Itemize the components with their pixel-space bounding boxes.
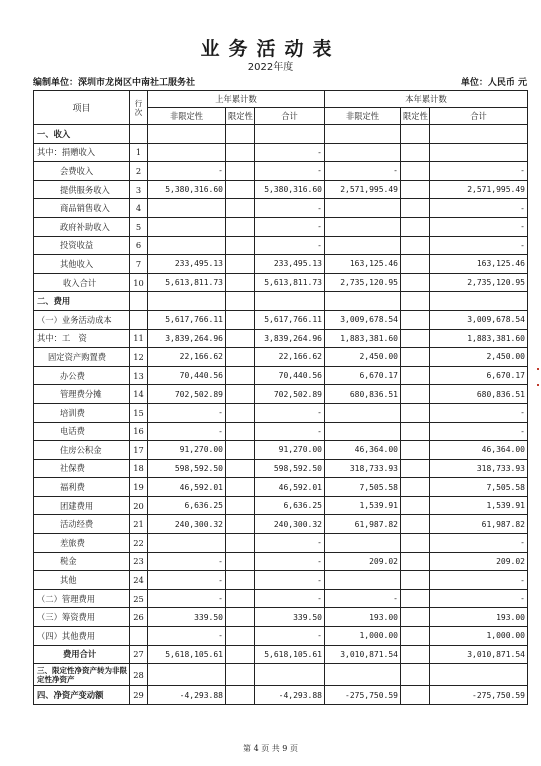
row-label: 商品销售收入 [34, 199, 130, 218]
prev-restricted-cell [226, 478, 255, 497]
row-label: 团建费用 [34, 496, 130, 515]
this-restricted-cell [401, 348, 430, 367]
this-unrestricted-cell [325, 217, 401, 236]
prev-unrestricted-cell: 5,380,316.60 [148, 180, 226, 199]
prev-unrestricted-cell: - [148, 589, 226, 608]
this-total-cell: 46,364.00 [430, 441, 528, 460]
this-restricted-cell [401, 199, 430, 218]
this-restricted-cell [401, 180, 430, 199]
this-total-cell [430, 292, 528, 311]
this-total-cell: 61,987.82 [430, 515, 528, 534]
prev-total-cell: 3,839,264.96 [255, 329, 325, 348]
prev-restricted-cell [226, 608, 255, 627]
table-row [34, 496, 528, 515]
row-label: 其他 [34, 571, 130, 590]
prev-total-cell: - [255, 217, 325, 236]
prev-restricted-cell [226, 627, 255, 646]
this-total-cell: 1,000.00 [430, 627, 528, 646]
this-unrestricted-cell: 193.00 [325, 608, 401, 627]
table-row [34, 199, 528, 218]
prev-unrestricted-cell: -4,293.88 [148, 686, 226, 705]
row-line-no: 11 [130, 329, 148, 348]
prev-restricted-cell [226, 162, 255, 181]
table-row [34, 645, 528, 664]
prev-restricted-cell [226, 143, 255, 162]
prev-total-cell: - [255, 571, 325, 590]
this-total-cell: - [430, 199, 528, 218]
prev-total-cell: - [255, 143, 325, 162]
prev-total-cell: 5,618,105.61 [255, 645, 325, 664]
this-unrestricted-cell: - [325, 589, 401, 608]
prev-total-cell [255, 125, 325, 144]
table-row [34, 329, 528, 348]
this-unrestricted-cell: 6,670.17 [325, 366, 401, 385]
row-line-no: 17 [130, 441, 148, 460]
prev-total-cell: 702,502.89 [255, 385, 325, 404]
table-row [34, 217, 528, 236]
this-unrestricted-cell: 2,735,120.95 [325, 273, 401, 292]
row-line-no: 25 [130, 589, 148, 608]
table-row [34, 366, 528, 385]
this-unrestricted-cell: 2,571,995.49 [325, 180, 401, 199]
this-total-cell: - [430, 236, 528, 255]
prev-total-cell: 233,495.13 [255, 255, 325, 274]
this-restricted-cell [401, 496, 430, 515]
scan-mark [537, 368, 539, 370]
prev-total-cell: - [255, 236, 325, 255]
this-restricted-cell [401, 515, 430, 534]
this-total-cell: 7,505.58 [430, 478, 528, 497]
prev-restricted-cell [226, 515, 255, 534]
table-row [34, 589, 528, 608]
prev-unrestricted-cell: - [148, 627, 226, 646]
table-row [34, 441, 528, 460]
this-unrestricted-cell: 1,883,381.60 [325, 329, 401, 348]
row-label: 费用合计 [34, 645, 130, 664]
this-total-cell: 318,733.93 [430, 459, 528, 478]
table-row [34, 255, 528, 274]
prev-unrestricted-cell: - [148, 571, 226, 590]
row-label: 差旅费 [34, 534, 130, 553]
table-row [34, 310, 528, 329]
prev-total-cell: 22,166.62 [255, 348, 325, 367]
row-label: 三、限定性净资产转为非限定性净资产 [34, 664, 130, 686]
prev-total-cell: 598,592.50 [255, 459, 325, 478]
prev-restricted-cell [226, 589, 255, 608]
prev-total-cell: 46,592.01 [255, 478, 325, 497]
this-unrestricted-cell [325, 422, 401, 441]
table-row [34, 534, 528, 553]
this-restricted-cell [401, 608, 430, 627]
prev-total-cell: 339.50 [255, 608, 325, 627]
prev-unrestricted-cell: 702,502.89 [148, 385, 226, 404]
this-total-cell: -275,750.59 [430, 686, 528, 705]
this-total-cell [430, 143, 528, 162]
this-restricted-cell [401, 441, 430, 460]
prev-total-cell: -4,293.88 [255, 686, 325, 705]
prev-restricted-cell [226, 217, 255, 236]
this-unrestricted-cell: 7,505.58 [325, 478, 401, 497]
prev-unrestricted-cell: 5,613,811.73 [148, 273, 226, 292]
prev-restricted-cell [226, 348, 255, 367]
prev-unrestricted-cell: 339.50 [148, 608, 226, 627]
header-prev-restricted: 限定性 [226, 108, 255, 125]
header-this-restricted: 限定性 [401, 108, 430, 125]
row-line-no: 29 [130, 686, 148, 705]
table-row [34, 273, 528, 292]
table-row [34, 125, 528, 144]
this-unrestricted-cell: 3,010,871.54 [325, 645, 401, 664]
this-total-cell: - [430, 589, 528, 608]
row-label: 住房公积金 [34, 441, 130, 460]
row-label: 二、费用 [34, 292, 130, 311]
row-label: 税金 [34, 552, 130, 571]
this-total-cell [430, 664, 528, 686]
prev-restricted-cell [226, 292, 255, 311]
this-restricted-cell [401, 385, 430, 404]
this-unrestricted-cell [325, 403, 401, 422]
table-row [34, 403, 528, 422]
row-line-no: 22 [130, 534, 148, 553]
report-title: 业务活动表 [200, 38, 341, 60]
prev-restricted-cell [226, 366, 255, 385]
this-restricted-cell [401, 143, 430, 162]
this-restricted-cell [401, 255, 430, 274]
prev-restricted-cell [226, 385, 255, 404]
table-row [34, 478, 528, 497]
row-line-no: 12 [130, 348, 148, 367]
page-number: 第 4 页 共 9 页 [243, 744, 298, 753]
header-prev-year: 上年累计数 [148, 91, 325, 108]
row-label: 福利费 [34, 478, 130, 497]
prev-unrestricted-cell [148, 664, 226, 686]
this-unrestricted-cell: 2,450.00 [325, 348, 401, 367]
prev-restricted-cell [226, 441, 255, 460]
table-row [34, 571, 528, 590]
table-row [34, 686, 528, 705]
this-restricted-cell [401, 627, 430, 646]
row-line-no: 7 [130, 255, 148, 274]
this-restricted-cell [401, 534, 430, 553]
row-label: （二）管理费用 [34, 589, 130, 608]
prev-restricted-cell [226, 199, 255, 218]
this-total-cell: 1,883,381.60 [430, 329, 528, 348]
row-label: 会费收入 [34, 162, 130, 181]
this-total-cell: - [430, 422, 528, 441]
row-line-no: 3 [130, 180, 148, 199]
this-total-cell: 6,670.17 [430, 366, 528, 385]
this-unrestricted-cell: 209.02 [325, 552, 401, 571]
this-restricted-cell [401, 552, 430, 571]
this-unrestricted-cell [325, 199, 401, 218]
table-row [34, 236, 528, 255]
this-total-cell: 3,010,871.54 [430, 645, 528, 664]
prev-unrestricted-cell: - [148, 552, 226, 571]
table-row [34, 292, 528, 311]
this-total-cell: - [430, 403, 528, 422]
this-unrestricted-cell: 1,539.91 [325, 496, 401, 515]
row-label: （三）筹资费用 [34, 608, 130, 627]
table-row [34, 348, 528, 367]
this-unrestricted-cell [325, 236, 401, 255]
prev-unrestricted-cell: 5,617,766.11 [148, 310, 226, 329]
prev-total-cell: - [255, 422, 325, 441]
header-this-total: 合计 [430, 108, 528, 125]
this-restricted-cell [401, 366, 430, 385]
this-restricted-cell [401, 478, 430, 497]
row-label: 四、净资产变动额 [34, 686, 130, 705]
row-line-no: 15 [130, 403, 148, 422]
row-label: 管理费分摊 [34, 385, 130, 404]
prev-unrestricted-cell: - [148, 162, 226, 181]
this-total-cell: 2,450.00 [430, 348, 528, 367]
row-label: 办公费 [34, 366, 130, 385]
this-unrestricted-cell: 1,000.00 [325, 627, 401, 646]
row-label: （四）其他费用 [34, 627, 130, 646]
this-unrestricted-cell: 61,987.82 [325, 515, 401, 534]
prev-total-cell: 5,617,766.11 [255, 310, 325, 329]
prev-restricted-cell [226, 571, 255, 590]
this-restricted-cell [401, 589, 430, 608]
prev-restricted-cell [226, 236, 255, 255]
currency-unit: 单位：人民币 元 [460, 78, 527, 88]
prev-unrestricted-cell: 91,270.00 [148, 441, 226, 460]
table-row [34, 515, 528, 534]
prev-restricted-cell [226, 255, 255, 274]
row-line-no: 28 [130, 664, 148, 686]
this-unrestricted-cell [325, 571, 401, 590]
row-line-no: 23 [130, 552, 148, 571]
header-this-year: 本年累计数 [325, 91, 528, 108]
row-label: 其他收入 [34, 255, 130, 274]
this-total-cell: - [430, 217, 528, 236]
row-label: 电话费 [34, 422, 130, 441]
this-restricted-cell [401, 125, 430, 144]
this-restricted-cell [401, 310, 430, 329]
prev-total-cell: - [255, 552, 325, 571]
header-prev-unrestricted: 非限定性 [148, 108, 226, 125]
activity-statement-table [33, 90, 528, 705]
this-total-cell: 680,836.51 [430, 385, 528, 404]
prev-restricted-cell [226, 459, 255, 478]
row-line-no: 19 [130, 478, 148, 497]
prev-unrestricted-cell: - [148, 422, 226, 441]
this-total-cell: 163,125.46 [430, 255, 528, 274]
this-restricted-cell [401, 292, 430, 311]
prev-unrestricted-cell: 6,636.25 [148, 496, 226, 515]
row-label: 政府补助收入 [34, 217, 130, 236]
row-line-no: 14 [130, 385, 148, 404]
this-restricted-cell [401, 329, 430, 348]
this-total-cell: 209.02 [430, 552, 528, 571]
this-total-cell: 193.00 [430, 608, 528, 627]
row-label: 固定资产购置费 [34, 348, 130, 367]
this-unrestricted-cell: - [325, 162, 401, 181]
row-label: 一、收入 [34, 125, 130, 144]
row-label: 其中：工 资 [34, 329, 130, 348]
header-item: 项目 [34, 91, 130, 125]
prev-unrestricted-cell: 240,300.32 [148, 515, 226, 534]
this-restricted-cell [401, 162, 430, 181]
prev-unrestricted-cell: 5,618,105.61 [148, 645, 226, 664]
prev-unrestricted-cell: 46,592.01 [148, 478, 226, 497]
prev-total-cell: - [255, 162, 325, 181]
prev-unrestricted-cell: - [148, 403, 226, 422]
this-unrestricted-cell [325, 292, 401, 311]
row-label: 活动经费 [34, 515, 130, 534]
prev-total-cell: - [255, 199, 325, 218]
prev-total-cell [255, 292, 325, 311]
this-restricted-cell [401, 236, 430, 255]
this-restricted-cell [401, 273, 430, 292]
this-restricted-cell [401, 571, 430, 590]
row-label: 社保费 [34, 459, 130, 478]
prev-restricted-cell [226, 180, 255, 199]
prev-restricted-cell [226, 125, 255, 144]
prev-restricted-cell [226, 664, 255, 686]
prev-unrestricted-cell: 233,495.13 [148, 255, 226, 274]
table-row [34, 459, 528, 478]
row-line-no [130, 292, 148, 311]
prev-unrestricted-cell: 598,592.50 [148, 459, 226, 478]
this-unrestricted-cell: 680,836.51 [325, 385, 401, 404]
prev-restricted-cell [226, 686, 255, 705]
row-label: 提供服务收入 [34, 180, 130, 199]
table-row [34, 143, 528, 162]
row-label: 收入合计 [34, 273, 130, 292]
row-line-no: 5 [130, 217, 148, 236]
row-line-no [130, 310, 148, 329]
row-line-no: 27 [130, 645, 148, 664]
row-line-no: 1 [130, 143, 148, 162]
prev-unrestricted-cell: 3,839,264.96 [148, 329, 226, 348]
table-row [34, 552, 528, 571]
prev-unrestricted-cell [148, 217, 226, 236]
this-unrestricted-cell [325, 125, 401, 144]
this-restricted-cell [401, 686, 430, 705]
this-restricted-cell [401, 459, 430, 478]
row-line-no: 24 [130, 571, 148, 590]
prev-total-cell: - [255, 403, 325, 422]
this-total-cell: - [430, 571, 528, 590]
prev-restricted-cell [226, 273, 255, 292]
prev-total-cell: 70,440.56 [255, 366, 325, 385]
table-row [34, 627, 528, 646]
prev-total-cell: 5,380,316.60 [255, 180, 325, 199]
this-unrestricted-cell [325, 534, 401, 553]
header-this-unrestricted: 非限定性 [325, 108, 401, 125]
row-line-no [130, 125, 148, 144]
prev-unrestricted-cell [148, 125, 226, 144]
prev-total-cell: 240,300.32 [255, 515, 325, 534]
row-line-no: 18 [130, 459, 148, 478]
row-line-no [130, 627, 148, 646]
row-line-no: 26 [130, 608, 148, 627]
prev-unrestricted-cell [148, 534, 226, 553]
table-row [34, 162, 528, 181]
prev-restricted-cell [226, 534, 255, 553]
prev-unrestricted-cell [148, 236, 226, 255]
prev-restricted-cell [226, 552, 255, 571]
row-label: 投资收益 [34, 236, 130, 255]
row-line-no: 4 [130, 199, 148, 218]
prev-unrestricted-cell [148, 292, 226, 311]
this-restricted-cell [401, 664, 430, 686]
table-row [34, 180, 528, 199]
row-line-no: 20 [130, 496, 148, 515]
row-line-no: 13 [130, 366, 148, 385]
table-row [34, 608, 528, 627]
this-total-cell: 2,735,120.95 [430, 273, 528, 292]
scan-mark [537, 384, 539, 386]
row-label: 培训费 [34, 403, 130, 422]
prev-total-cell: 91,270.00 [255, 441, 325, 460]
row-line-no: 6 [130, 236, 148, 255]
this-total-cell: - [430, 162, 528, 181]
prev-total-cell: - [255, 589, 325, 608]
row-label: 其中：捐赠收入 [34, 143, 130, 162]
prev-total-cell: - [255, 534, 325, 553]
prev-unrestricted-cell [148, 143, 226, 162]
this-unrestricted-cell: 46,364.00 [325, 441, 401, 460]
this-total-cell: 3,009,678.54 [430, 310, 528, 329]
row-line-no: 16 [130, 422, 148, 441]
prev-unrestricted-cell [148, 199, 226, 218]
header-prev-total: 合计 [255, 108, 325, 125]
this-unrestricted-cell: 163,125.46 [325, 255, 401, 274]
this-restricted-cell [401, 645, 430, 664]
this-restricted-cell [401, 403, 430, 422]
prev-restricted-cell [226, 329, 255, 348]
row-line-no: 10 [130, 273, 148, 292]
table-row [34, 422, 528, 441]
header-line-no: 行次 [130, 91, 148, 125]
prev-unrestricted-cell: 70,440.56 [148, 366, 226, 385]
this-unrestricted-cell: -275,750.59 [325, 686, 401, 705]
this-total-cell [430, 125, 528, 144]
prev-restricted-cell [226, 310, 255, 329]
this-unrestricted-cell [325, 664, 401, 686]
compiling-unit: 编制单位：深圳市龙岗区中南社工服务社 [33, 78, 196, 88]
prev-total-cell: 5,613,811.73 [255, 273, 325, 292]
row-label: （一）业务活动成本 [34, 310, 130, 329]
prev-total-cell: 6,636.25 [255, 496, 325, 515]
this-total-cell: 2,571,995.49 [430, 180, 528, 199]
this-unrestricted-cell: 318,733.93 [325, 459, 401, 478]
row-line-no: 21 [130, 515, 148, 534]
table-row [34, 664, 528, 686]
prev-total-cell: - [255, 627, 325, 646]
prev-total-cell [255, 664, 325, 686]
this-restricted-cell [401, 217, 430, 236]
this-total-cell: 1,539.91 [430, 496, 528, 515]
this-restricted-cell [401, 422, 430, 441]
this-unrestricted-cell [325, 143, 401, 162]
prev-restricted-cell [226, 403, 255, 422]
this-total-cell: - [430, 534, 528, 553]
prev-unrestricted-cell: 22,166.62 [148, 348, 226, 367]
this-unrestricted-cell: 3,009,678.54 [325, 310, 401, 329]
prev-restricted-cell [226, 422, 255, 441]
row-line-no: 2 [130, 162, 148, 181]
prev-restricted-cell [226, 645, 255, 664]
table-row [34, 385, 528, 404]
report-year: 2022年度 [247, 62, 294, 73]
prev-restricted-cell [226, 496, 255, 515]
